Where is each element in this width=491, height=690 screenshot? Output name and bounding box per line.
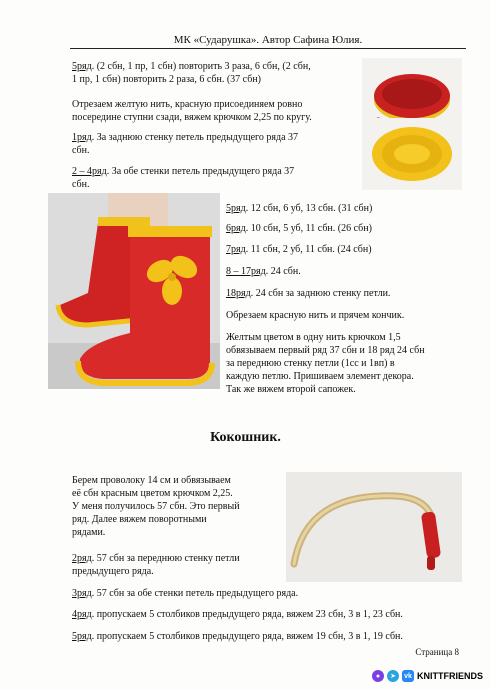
row-label: 2 – 4ряд xyxy=(72,166,107,177)
row-text-2: предыдущего ряда. xyxy=(72,566,154,577)
cut-thread-paragraph: Обрезаем красную нить и прячем кончик. xyxy=(226,310,405,321)
row-1 xyxy=(72,131,362,157)
row-text: . 24 сбн за заднюю стенку петли. xyxy=(250,288,391,299)
kok-row-4 xyxy=(72,608,482,621)
para-line: обвязываем первый ряд 37 сбн и 18 ряд 24 сбн xyxy=(226,345,425,356)
para-line: Берем проволоку 14 см и обвязываем xyxy=(72,475,231,486)
photo-yellow-sole xyxy=(362,118,462,190)
row-text: . 24 сбн. xyxy=(265,266,301,277)
row-label: 18ряд xyxy=(226,288,251,299)
para-line: каждую петлю. Пришиваем элемент декора. xyxy=(226,371,414,382)
row-label: 2ряд xyxy=(72,553,92,564)
photo-boots xyxy=(48,193,220,389)
messenger-icon: ● xyxy=(372,670,384,682)
kok-row-2 xyxy=(72,552,462,578)
para-line: её сбн красным цветом крючком 2,25. xyxy=(72,488,233,499)
row-label: 7ряд xyxy=(226,244,246,255)
para-line: Желтым цветом в одну нить крючком 1,5 xyxy=(226,332,401,343)
row-text: . 12 сбн, 6 уб, 13 сбн. (31 сбн) xyxy=(245,203,373,214)
row-label: 6ряд xyxy=(226,223,246,234)
row-6 xyxy=(226,222,476,235)
row-text-2: 1 пр, 1 сбн) повторить 2 раза, 6 сбн. (37 сбн) xyxy=(72,74,262,85)
row-2-4 xyxy=(72,165,362,191)
row-text: . 57 сбн за обе стенки петель предыдущего ряда. xyxy=(91,588,299,599)
para-line: У меня получилось 57 сбн. Это первый xyxy=(72,501,240,512)
kok-row-5 xyxy=(72,630,482,643)
row-text: . пропускаем 5 столбиков предыдущего ряда, вяжем 19 сбн, 3 в 1, 19 сбн. xyxy=(91,631,403,642)
kokoshnik-intro-paragraph xyxy=(72,474,282,539)
page-number: Страница 8 xyxy=(415,647,459,657)
row-7 xyxy=(226,243,476,256)
row-label: 5ряд xyxy=(72,631,92,642)
row-5 xyxy=(72,60,362,86)
row-label: 1ряд xyxy=(72,132,92,143)
para-line: Так же вяжем второй сапожек. xyxy=(226,384,356,395)
page-header: МК «Сударушка». Автор Сафина Юлия. xyxy=(173,34,363,46)
yellow-edging-paragraph xyxy=(226,331,476,396)
header-divider xyxy=(70,48,466,49)
para-line: ряд. Далее вяжем поворотными xyxy=(72,514,207,525)
row-label: 4ряд xyxy=(72,609,92,620)
para-line-2: посередине ступни сзади, вяжем крючком 2,25 по кругу. xyxy=(72,112,312,123)
para-line: за переднюю стенку петли (1сс и 1вп) в xyxy=(226,358,395,369)
row-text: . За заднюю стенку петель предыдущего ряда 37 xyxy=(91,132,299,143)
row-label: 8 – 17ряд xyxy=(226,266,266,277)
telegram-icon: ➤ xyxy=(387,670,399,682)
brand-name: KNITTFRIENDS xyxy=(417,671,483,681)
vk-icon: vk xyxy=(402,670,414,682)
row-text-2: сбн. xyxy=(72,145,90,156)
row-text: . 10 сбн, 5 уб, 11 сбн. (26 сбн) xyxy=(245,223,372,234)
row-8-17 xyxy=(226,265,476,278)
row-text-2: сбн. xyxy=(72,179,90,190)
row-text: . 11 сбн, 2 уб, 11 сбн. (24 сбн) xyxy=(245,244,372,255)
row-label: 5ряд xyxy=(72,61,92,72)
row-text: . 57 сбн за переднюю стенку петли xyxy=(91,553,240,564)
section-title: Кокошник. xyxy=(210,430,281,445)
para-line: рядами. xyxy=(72,527,106,538)
row-18 xyxy=(226,287,476,300)
row-label: 5ряд xyxy=(226,203,246,214)
brand-watermark xyxy=(372,670,483,682)
instruction-paragraph xyxy=(72,98,362,124)
row-text: . (2 сбн, 1 пр, 1 сбн) повторить 3 раза, 6 сбн, (2 сбн, xyxy=(91,61,311,72)
row-label: 3ряд xyxy=(72,588,92,599)
row-5b xyxy=(226,202,476,215)
row-text: . За обе стенки петель предыдущего ряда 37 xyxy=(106,166,295,177)
para-line-1: Отрезаем желтую нить, красную присоединяем ровно xyxy=(72,99,303,110)
kok-row-3 xyxy=(72,587,482,600)
row-text: . пропускаем 5 столбиков предыдущего ряда, вяжем 23 сбн, 3 в 1, 23 сбн. xyxy=(91,609,403,620)
